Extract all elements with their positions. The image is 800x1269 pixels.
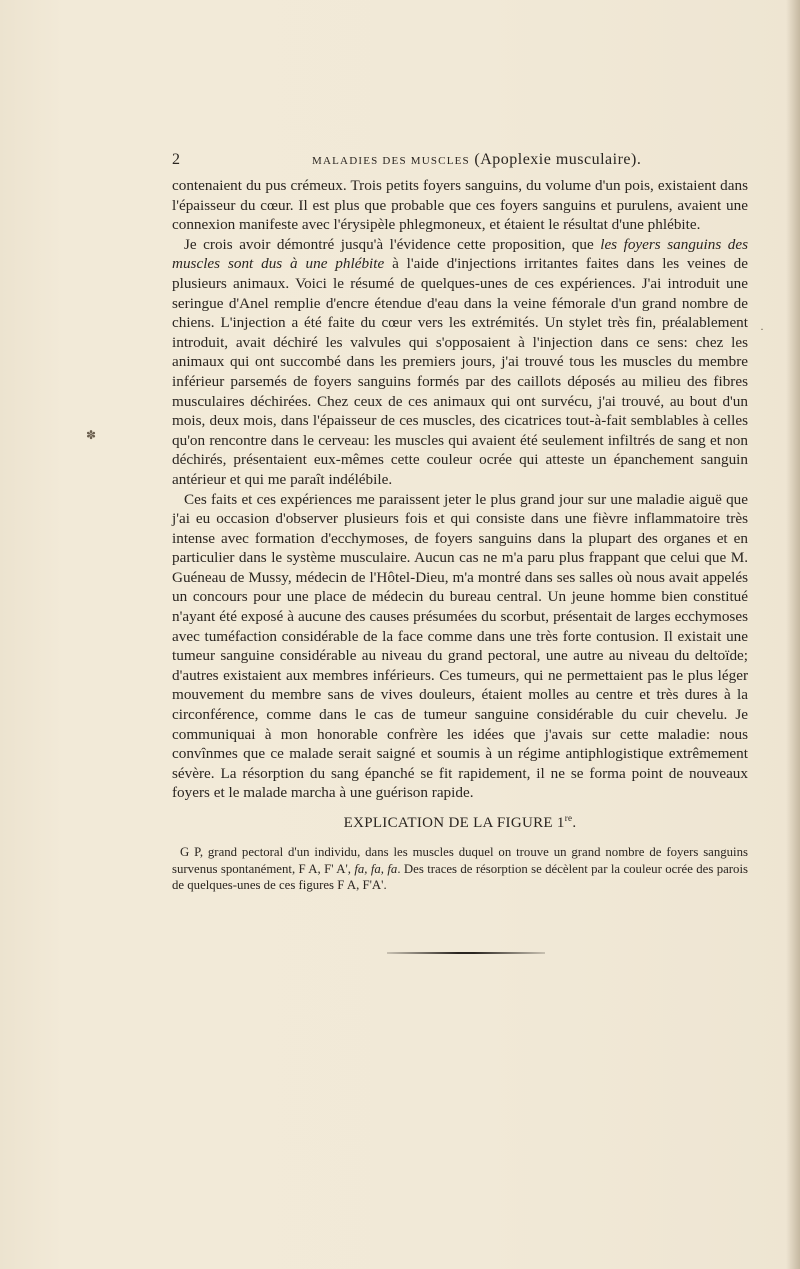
end-rule <box>387 952 545 954</box>
figure-caption <box>172 844 748 894</box>
running-title <box>312 150 641 171</box>
text-block <box>172 150 748 894</box>
margin-spot: ✽ <box>86 428 97 442</box>
running-title-paren: (Apoplexie musculaire). <box>474 151 642 168</box>
paragraph-2 <box>172 235 748 490</box>
body-text <box>172 176 748 803</box>
page-header <box>172 150 748 174</box>
caption-emphasis: fa, fa, fa <box>354 861 398 876</box>
figure-heading: EXPLICATION DE LA FIGURE 1re. <box>343 813 577 831</box>
paragraph-3: Ces faits et ces expériences me paraissent jeter le plus grand jour sur une maladie aiguë que j'ai eu occasion d'observer plusieurs fois et qui consiste dans une fièvre inflammatoire très intense avec formation d'ecchymoses, de foyers sanguins dans la plupart des organes et en particulier dans le système musculaire. Aucun cas ne m'a paru plus frappant que celui que M. Guéneau de Mussy, médecin de l'Hôtel-Dieu, m'a montré dans ses salles où nous avait appelés un concours pour une place de médecin du bureau central. Un jeune homme bien constitué n'ayant été exposé à aucune des causes présumées du scorbut, présentait de larges ecchymoses avec tuméfaction considérable de la face comme dans une très forte contusion. Il existait une tumeur sanguine considérable au niveau du grand pectoral, une autre au niveau du deltoïde; d'autres existaient aux membres inférieurs. Ces tumeurs, qui ne permettaient pas le plus léger mouvement du membre sans de vives douleurs, étaient molles au centre et très dures à la circonférence, comme dans le cas de tumeur sanguine considérable du cuir chevelu. Je communiquai à mon honorable confrère les idées que j'avais sur cette maladie: nous convînmes que ce malade serait saigné et soumis à un régime antiphlogistique extrêmement sévère. La résorption du sang épanché se fit rapidement, il ne se forma point de nouveaux foyers et le malade marcha à une guérison rapide. <box>172 490 748 802</box>
running-title-smallcaps: MALADIES DES MUSCLES <box>312 155 470 167</box>
figure-heading-text: EXPLICATION DE LA FIGURE 1 <box>343 815 565 831</box>
margin-dot: · <box>760 322 764 336</box>
page-number: 2 <box>172 151 180 168</box>
page-edge-shadow <box>786 0 800 1269</box>
caption-start: G P, grand pectoral d'un individu, dans les muscles duquel on trouve un grand nombre de foyers sanguins survenus spontanément, F A, F' A', <box>172 845 748 876</box>
caption-rest: . Des traces de résorption se décèlent par la couleur ocrée des parois de quelques-unes de ces figures F A, F'A'. <box>172 861 748 892</box>
paragraph-1: contenaient du pus crémeux. Trois petits foyers sanguins, du volume d'un pois, existaient dans l'épaisseur du cœur. Il est plus que probable que ces foyers sanguins et purulens, avaient une connexion manifeste avec l'érysipèle phlegmoneux, et étaient le résultat d'une phlébite. <box>172 177 748 234</box>
figure-heading-sup: re <box>564 813 573 823</box>
paragraph-2-rest: à l'aide d'injections irritantes faites dans les veines de plusieurs animaux. Voici le résumé de quelques-unes de ces expériences. J'ai introduit une seringue d'Anel remplie d'encre étendue d'eau dans la veine fémorale d'un grand nombre de chiens. L'injection a été faite du cœur vers les extrémités. Un stylet très fin, préalablement introduit, avait déchiré les valvules qui s'opposaient à l'injection dans ce sens: chez les animaux qui ont succombé dans les premiers jours, j'ai trouvé tous les muscles du membre inférieur parsemés de foyers sanguins formés par des caillots déposés au milieu des fibres musculaires déchirées. Chez ceux de ces animaux qui ont survécu, j'ai trouvé, au bout d'un mois, deux mois, dans l'épaisseur de ces muscles, des cicatrices tout-à-fait semblables à celles qu'on rencontre dans le cerveau: les muscles qui avaient été seulement infiltrés de sang et non déchirés, présentaient eux-mêmes cette couleur ocrée qui atteste un épanchement sanguin antérieur et qui me paraît indélébile. <box>172 255 748 488</box>
paragraph-2-start: Je crois avoir démontré jusqu'à l'évidence cette proposition, que <box>184 235 601 253</box>
paragraph-2-emphasis: les foyers sanguins des muscles sont dus à une phlébite <box>172 235 748 273</box>
